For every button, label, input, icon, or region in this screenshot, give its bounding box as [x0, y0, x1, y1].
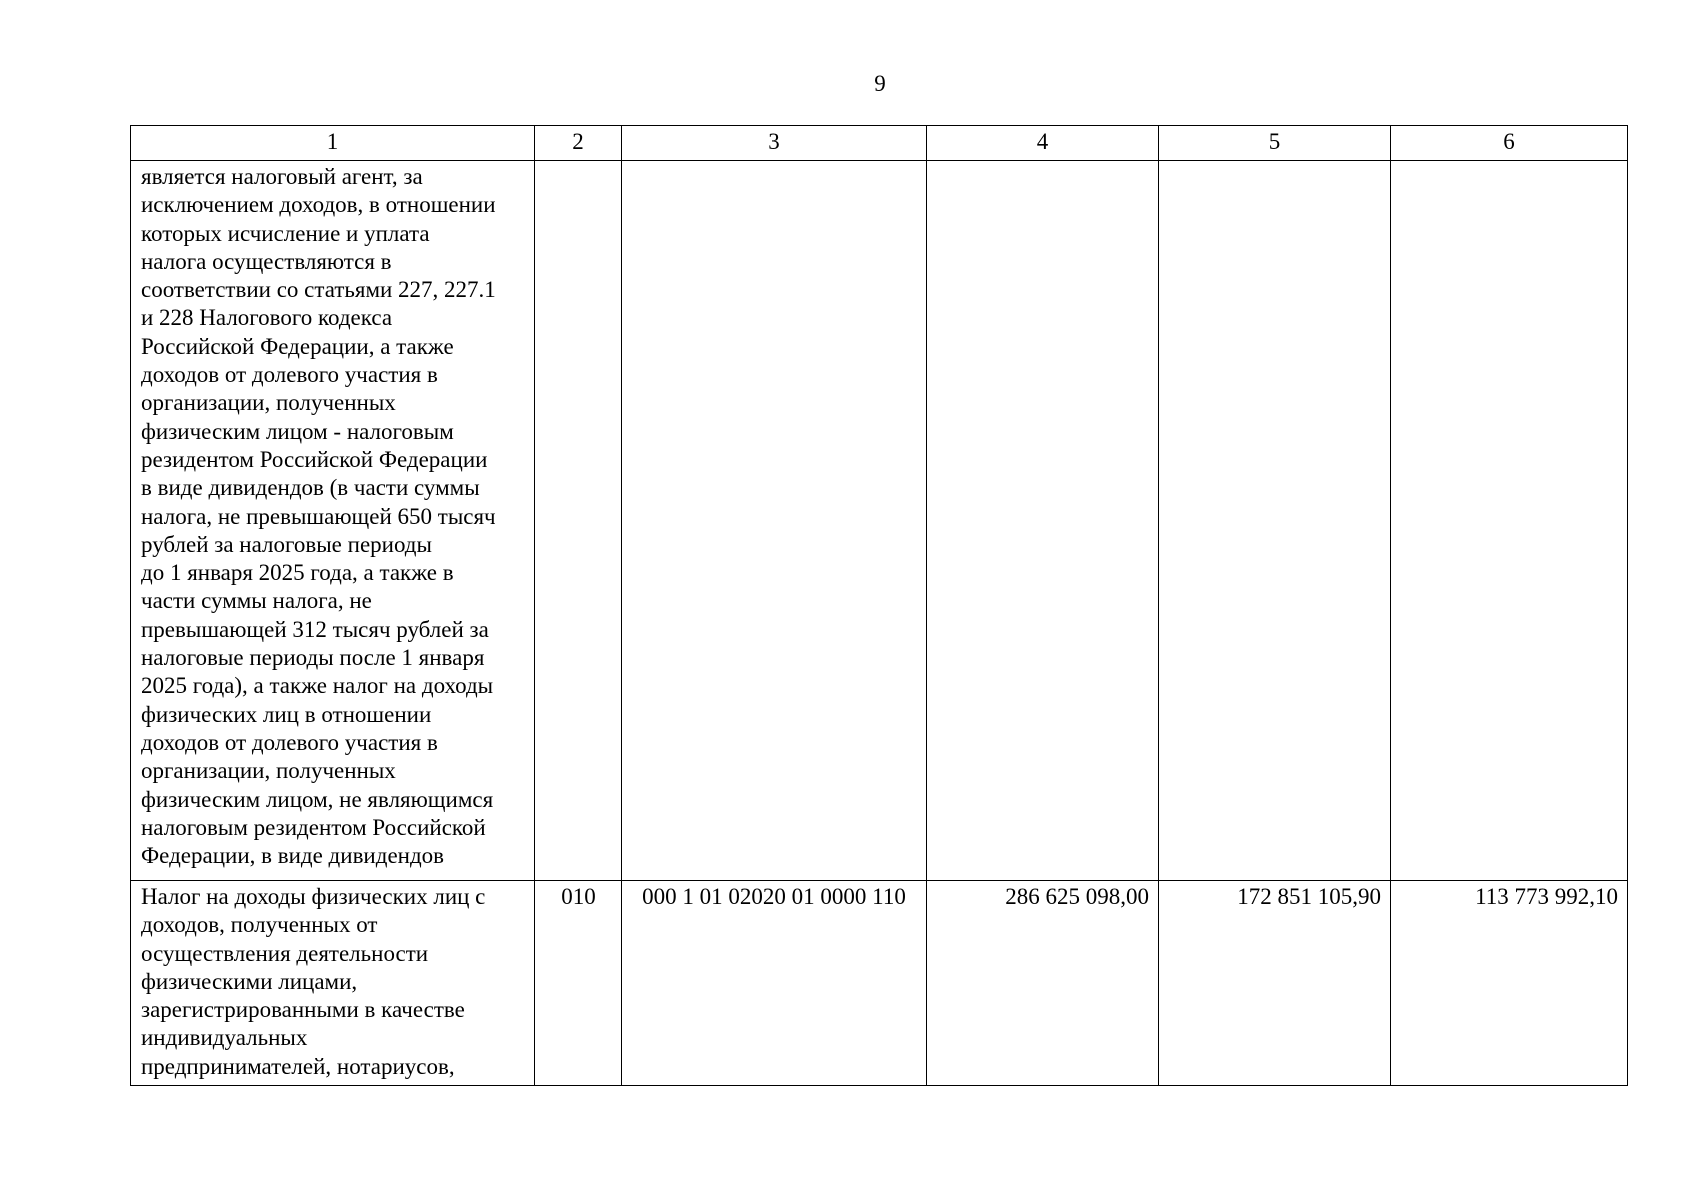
row-value-col6: 113 773 992,10 [1391, 881, 1628, 1086]
description-line: физическими лицами, [141, 968, 358, 994]
row-income-code: 000 1 01 02020 01 0000 110 [622, 881, 927, 1086]
description-line: зарегистрированными в качестве [141, 997, 465, 1023]
description-line: Российской Федерации, а также [141, 333, 454, 359]
row-value-col5: 172 851 105,90 [1159, 881, 1391, 1086]
description-line: налога, не превышающей 650 тысяч [141, 503, 496, 529]
description-line: индивидуальных [141, 1025, 308, 1051]
description-line: Налог на доходы физических лиц с [141, 884, 486, 909]
description-line: организации, полученных [141, 390, 396, 416]
description-line: Федерации, в виде дивидендов [141, 843, 445, 869]
description-line: 2025 года), а также налог на доходы [141, 673, 494, 699]
description-line: организации, полученных [141, 758, 396, 784]
description-line: исключением доходов, в отношении [141, 192, 496, 218]
column-header-1: 1 [131, 126, 535, 161]
description-line: резидентом Российской Федерации [141, 446, 488, 472]
description-line: и 228 Налогового кодекса [141, 305, 393, 331]
description-line: рублей за налоговые периоды [141, 531, 432, 557]
description-line: доходов от долевого участия в [141, 729, 438, 755]
row-line-code [535, 161, 622, 881]
description-line: которых исчисление и уплата [141, 220, 430, 246]
description-line: предпринимателей, нотариусов, [141, 1053, 455, 1079]
page-number: 9 [874, 71, 886, 96]
column-header-4: 4 [927, 126, 1159, 161]
description-line: до 1 января 2025 года, а также в [141, 560, 454, 586]
column-number-row [131, 126, 1628, 161]
description-line: соответствии со статьями 227, 227.1 [141, 277, 496, 303]
column-header-2: 2 [535, 126, 622, 161]
description-line: доходов от долевого участия в [141, 362, 438, 388]
row-description [131, 881, 535, 1086]
column-header-5: 5 [1159, 126, 1391, 161]
row-description [131, 161, 535, 881]
description-line: части суммы налога, не [141, 588, 372, 614]
description-line: физическим лицом - налоговым [141, 418, 454, 444]
report-table [130, 125, 1628, 1086]
column-header-3: 3 [622, 126, 927, 161]
table-row [131, 161, 1628, 881]
description-line: доходов, полученных от [141, 912, 378, 938]
description-line: в виде дивидендов (в части суммы [141, 475, 480, 501]
row-value-col4 [927, 161, 1159, 881]
row-value-col6 [1391, 161, 1628, 881]
row-income-code [622, 161, 927, 881]
row-line-code: 010 [535, 881, 622, 1086]
description-line: является налоговый агент, за [141, 164, 423, 189]
description-line: налоговым резидентом Российской [141, 814, 486, 840]
description-line: физическим лицом, не являющимся [141, 786, 494, 812]
description-line: налога осуществляются в [141, 248, 392, 274]
description-line: осуществления деятельности [141, 940, 429, 966]
description-line: физических лиц в отношении [141, 701, 432, 727]
description-line: налоговые периоды после 1 января [141, 645, 485, 671]
description-line: превышающей 312 тысяч рублей за [141, 616, 489, 642]
row-value-col4: 286 625 098,00 [927, 881, 1159, 1086]
row-value-col5 [1159, 161, 1391, 881]
column-header-6: 6 [1391, 126, 1628, 161]
table-row [131, 881, 1628, 1086]
